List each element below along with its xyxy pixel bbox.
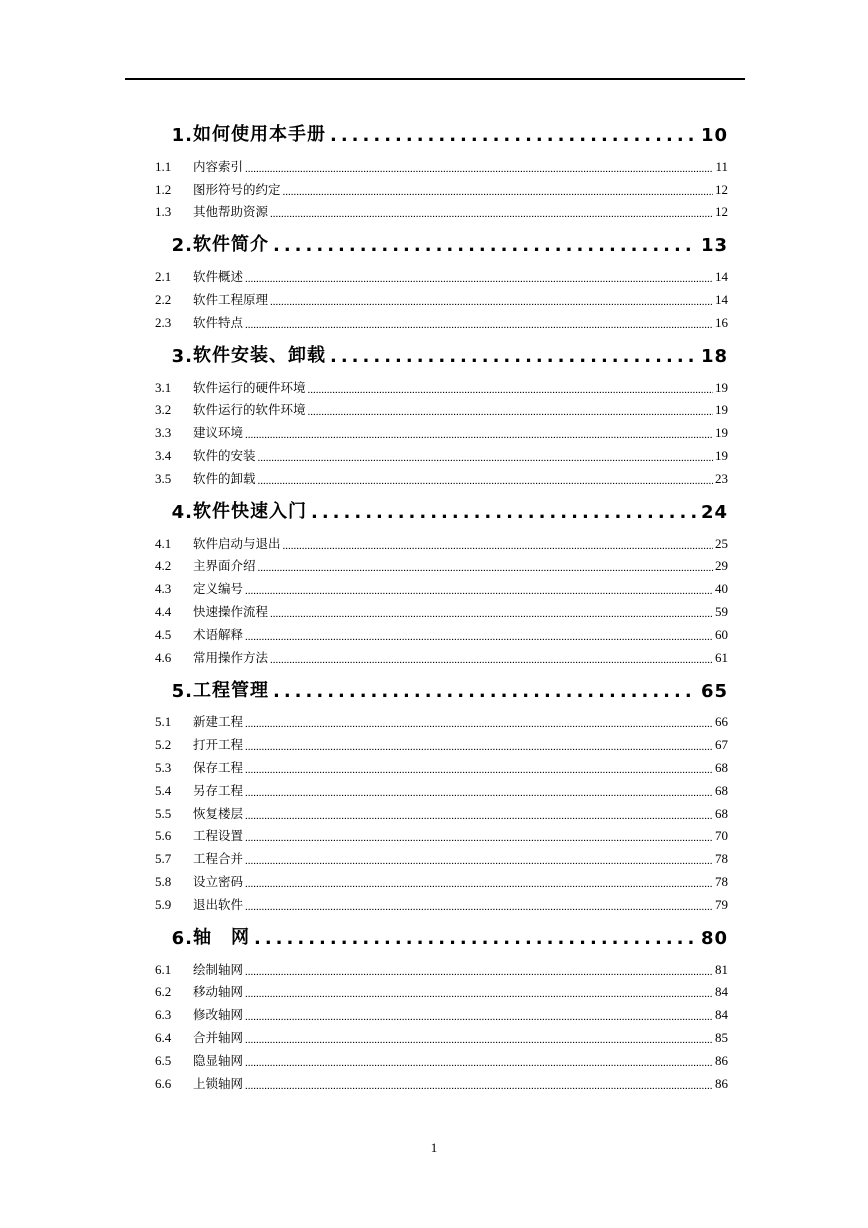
section-number: 3.3 [155, 425, 172, 441]
chapter-page: 65 [700, 680, 728, 702]
section-page: 86 [715, 1075, 728, 1091]
section-page: 79 [715, 896, 728, 912]
toc-section[interactable] [155, 574, 728, 597]
section-title: 定义编号 [193, 581, 244, 597]
section-title: 隐显轴网 [193, 1052, 244, 1068]
toc-section[interactable] [155, 418, 728, 441]
page-number: 1 [430, 1140, 438, 1155]
header-rule [125, 78, 745, 80]
section-page: 19 [715, 425, 728, 441]
dot-leader [245, 163, 713, 175]
dot-leader [245, 878, 713, 890]
chapter-title: 软件快速入门 [193, 500, 307, 522]
toc-section[interactable] [155, 620, 728, 643]
toc-section[interactable] [155, 867, 728, 890]
chapter-number: 1. [171, 125, 193, 146]
section-number: 5.3 [155, 759, 172, 775]
dot-leader [308, 406, 713, 418]
toc-section[interactable] [155, 262, 728, 285]
toc-chapter[interactable] [155, 915, 728, 949]
chapter-number: 5. [171, 680, 193, 702]
dot-leader [245, 1080, 713, 1092]
toc-section[interactable] [155, 396, 728, 419]
section-title: 软件启动与退出 [193, 535, 281, 551]
section-page: 67 [715, 737, 728, 753]
section-number: 2.3 [155, 314, 172, 330]
chapter-page: 80 [700, 927, 728, 949]
section-title: 另存工程 [193, 782, 244, 798]
toc-section[interactable] [155, 597, 728, 620]
spacer [155, 1092, 728, 1094]
section-page: 70 [715, 828, 728, 844]
section-number: 4.1 [155, 535, 172, 551]
dot-leader [245, 718, 713, 730]
section-title: 工程设置 [193, 828, 244, 844]
section-page: 16 [715, 314, 728, 330]
toc-section[interactable] [155, 799, 728, 822]
dot-leader [245, 764, 713, 776]
dot-leader [283, 186, 713, 198]
section-title: 主界面介绍 [193, 558, 256, 574]
chapter-title: 软件简介 [193, 234, 269, 256]
dot-leader [245, 429, 713, 441]
section-number: 3.1 [155, 379, 172, 395]
section-page: 84 [715, 1007, 728, 1023]
section-number: 3.2 [155, 402, 172, 418]
section-page: 12 [715, 204, 728, 220]
section-title: 退出软件 [193, 896, 244, 912]
section-number: 4.4 [155, 603, 172, 619]
section-number: 5.9 [155, 896, 172, 912]
section-number: 1.2 [155, 181, 172, 197]
toc-chapter[interactable] [155, 333, 728, 367]
toc-section[interactable] [155, 978, 728, 1001]
section-number: 2.2 [155, 291, 172, 307]
toc-section[interactable] [155, 1000, 728, 1023]
dot-leader [245, 988, 713, 1000]
toc-section[interactable] [155, 730, 728, 753]
chapter-title: 工程管理 [193, 679, 269, 701]
dot-leader [270, 608, 713, 620]
section-title: 软件特点 [193, 314, 244, 330]
section-title: 软件运行的软件环境 [193, 402, 306, 418]
section-number: 1.1 [155, 158, 172, 174]
chapter-page: 13 [700, 235, 728, 257]
section-number: 1.3 [155, 204, 172, 220]
chapter-number: 2. [171, 235, 193, 257]
section-number: 5.6 [155, 828, 172, 844]
section-title: 软件运行的硬件环境 [193, 379, 306, 395]
section-page: 85 [715, 1029, 728, 1045]
toc-section[interactable] [155, 175, 728, 198]
section-page: 78 [715, 851, 728, 867]
dot-leader [245, 1011, 713, 1023]
chapter-number: 6. [171, 927, 193, 949]
section-number: 4.2 [155, 558, 172, 574]
section-page: 19 [715, 402, 728, 418]
section-number: 4.6 [155, 649, 172, 665]
toc-section[interactable] [155, 1046, 728, 1069]
toc-chapter[interactable] [155, 112, 728, 146]
section-number: 6.5 [155, 1052, 172, 1068]
section-number: 4.5 [155, 626, 172, 642]
section-title: 工程合并 [193, 851, 244, 867]
section-title: 修改轴网 [193, 1007, 244, 1023]
dot-leader [311, 502, 697, 523]
toc-chapter[interactable] [155, 668, 728, 702]
section-title: 快速操作流程 [193, 603, 269, 619]
section-title: 打开工程 [193, 737, 244, 753]
section-title: 其他帮助资源 [193, 204, 269, 220]
toc-section[interactable] [155, 822, 728, 845]
dot-leader [245, 631, 713, 643]
section-page: 23 [715, 470, 728, 486]
dot-leader [245, 810, 713, 822]
chapter-number: 3. [171, 345, 193, 367]
dot-leader [330, 125, 697, 146]
toc-chapter[interactable] [155, 489, 728, 523]
section-page: 11 [715, 158, 728, 174]
chapter-title: 轴 网 [193, 926, 250, 948]
dot-leader [245, 787, 713, 799]
toc-section[interactable] [155, 1069, 728, 1092]
section-number: 5.8 [155, 873, 172, 889]
section-title: 保存工程 [193, 759, 244, 775]
toc-section[interactable] [155, 152, 728, 175]
toc-section[interactable] [155, 955, 728, 978]
chapter-page: 10 [700, 125, 728, 146]
dot-leader [273, 681, 697, 702]
dot-leader [330, 346, 697, 367]
section-page: 86 [715, 1052, 728, 1068]
section-number: 2.1 [155, 269, 172, 285]
section-number: 4.3 [155, 581, 172, 597]
dot-leader [258, 475, 713, 487]
toc-section[interactable] [155, 776, 728, 799]
section-title: 合并轴网 [193, 1029, 244, 1045]
section-page: 40 [715, 581, 728, 597]
dot-leader [245, 1034, 713, 1046]
section-title: 建议环境 [193, 425, 244, 441]
section-title: 移动轴网 [193, 984, 244, 1000]
dot-leader [245, 741, 713, 753]
toc-section[interactable] [155, 198, 728, 221]
dot-leader [245, 901, 713, 913]
section-page: 68 [715, 782, 728, 798]
section-page: 68 [715, 805, 728, 821]
section-page: 14 [715, 291, 728, 307]
dot-leader [270, 296, 713, 308]
section-page: 61 [715, 649, 728, 665]
chapter-page: 18 [700, 345, 728, 367]
chapter-title: 软件安装、卸载 [193, 344, 326, 366]
toc-chapter[interactable] [155, 222, 728, 256]
section-page: 68 [715, 759, 728, 775]
toc-section[interactable] [155, 890, 728, 913]
section-page: 19 [715, 379, 728, 395]
section-title: 软件的卸载 [193, 470, 256, 486]
section-title: 设立密码 [193, 873, 244, 889]
section-title: 软件概述 [193, 269, 244, 285]
section-title: 术语解释 [193, 626, 244, 642]
toc-section[interactable] [155, 708, 728, 731]
section-number: 6.1 [155, 961, 172, 977]
dot-leader [270, 208, 713, 220]
toc-section[interactable] [155, 441, 728, 464]
section-title: 常用操作方法 [193, 649, 269, 665]
chapter-number: 4. [171, 501, 193, 523]
section-title: 内容索引 [193, 158, 244, 174]
table-of-contents [155, 112, 728, 1094]
toc-section[interactable] [155, 643, 728, 666]
section-page: 81 [715, 961, 728, 977]
toc-section[interactable] [155, 308, 728, 331]
toc-section[interactable] [155, 552, 728, 575]
section-number: 5.1 [155, 714, 172, 730]
toc-section[interactable] [155, 373, 728, 396]
dot-leader [245, 832, 713, 844]
toc-section[interactable] [155, 464, 728, 487]
section-number: 5.5 [155, 805, 172, 821]
dot-leader [245, 273, 713, 285]
section-page: 19 [715, 447, 728, 463]
section-number: 6.3 [155, 1007, 172, 1023]
toc-section[interactable] [155, 844, 728, 867]
dot-leader [273, 235, 697, 256]
dot-leader [258, 562, 713, 574]
section-title: 上锁轴网 [193, 1075, 244, 1091]
dot-leader [245, 319, 713, 331]
section-title: 绘制轴网 [193, 961, 244, 977]
dot-leader [245, 1057, 713, 1069]
chapter-page: 24 [700, 501, 728, 523]
section-number: 5.7 [155, 851, 172, 867]
section-title: 图形符号的约定 [193, 181, 281, 197]
toc-section[interactable] [155, 529, 728, 552]
section-title: 恢复楼层 [193, 805, 244, 821]
section-number: 3.5 [155, 470, 172, 486]
dot-leader [270, 654, 713, 666]
section-page: 29 [715, 558, 728, 574]
section-page: 84 [715, 984, 728, 1000]
toc-section[interactable] [155, 753, 728, 776]
section-number: 5.2 [155, 737, 172, 753]
section-page: 14 [715, 269, 728, 285]
chapter-title: 如何使用本手册 [193, 124, 326, 145]
dot-leader [254, 928, 697, 949]
dot-leader [245, 966, 713, 978]
section-title: 新建工程 [193, 714, 244, 730]
section-page: 12 [715, 181, 728, 197]
dot-leader [283, 540, 713, 552]
section-title: 软件的安装 [193, 447, 256, 463]
dot-leader [258, 452, 713, 464]
section-page: 66 [715, 714, 728, 730]
dot-leader [245, 585, 713, 597]
section-page: 25 [715, 535, 728, 551]
section-page: 59 [715, 603, 728, 619]
toc-section[interactable] [155, 1023, 728, 1046]
section-number: 6.6 [155, 1075, 172, 1091]
dot-leader [245, 855, 713, 867]
section-title: 软件工程原理 [193, 291, 269, 307]
section-number: 6.4 [155, 1029, 172, 1045]
dot-leader [308, 384, 713, 396]
section-number: 5.4 [155, 782, 172, 798]
section-page: 60 [715, 626, 728, 642]
section-page: 78 [715, 873, 728, 889]
section-number: 6.2 [155, 984, 172, 1000]
section-number: 3.4 [155, 447, 172, 463]
toc-section[interactable] [155, 285, 728, 308]
